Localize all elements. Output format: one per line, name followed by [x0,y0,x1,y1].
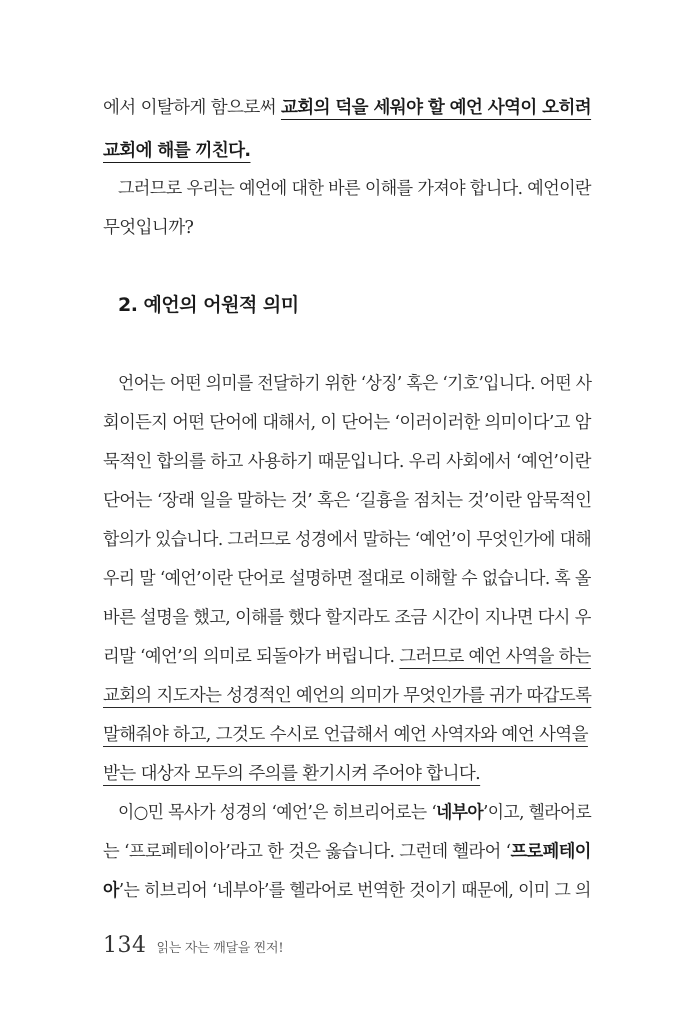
body-line [103,567,591,593]
page-footer [103,933,283,963]
bold-term: 프로페테이 [510,842,591,862]
body-line [118,372,592,398]
body-line [103,723,591,749]
body-line [103,450,589,476]
section-heading: 2. 예언의 어원적 의미 [118,294,299,316]
emphasis-text: 교회에 해를 끼친다. [103,141,251,161]
bold-term: 아 [103,881,119,901]
text-run: 그러므로 우리는 예언에 대한 바른 이해를 가져야 합니다. 예언이란 [118,179,591,199]
body-line [103,684,592,710]
body-line [103,411,591,437]
page-number: 134 [103,933,147,958]
body-line [103,139,591,165]
underlined-text: 말해줘야 하고, 그것도 수시로 언급해서 예언 사역자와 예언 사역을 [103,725,588,745]
text-run: ’이고, 헬라어로 [483,803,592,823]
text-run: 우리 말 ‘예언’이란 단어로 설명하면 절대로 이해할 수 없습니다. 혹 올 [103,569,591,589]
text-run: 합의가 있습니다. 그러므로 성경에서 말하는 ‘예언’이 무엇인가에 대해 [103,530,592,550]
text-run: 단어는 ‘장래 일을 말하는 것’ 혹은 ‘길흉을 점치는 것’이란 암묵적인 [103,491,592,511]
text-run: 는 ‘프로페테이아’라고 한 것은 옳습니다. 그런데 헬라어 ‘ [103,842,511,862]
body-line [103,606,591,632]
body-line [118,177,591,203]
text-run: 이○민 목사가 성경의 ‘예언’은 히브리어로는 ‘ [118,803,437,823]
text-run: 무엇입니까? [103,218,194,238]
text-run: ’는 히브리어 ‘네부아’를 헬라어로 번역한 것이기 때문에, 이미 그 의 [118,881,591,901]
underlined-text: 교회의 지도자는 성경적인 예언의 의미가 무엇인가를 귀가 따갑도록 [103,686,592,706]
body-line [103,840,591,866]
text-run: 바른 설명을 했고, 이해를 했다 할지라도 조금 시간이 지나면 다시 우 [103,608,591,628]
text-run: 에서 이탈하게 함으로써 [103,98,281,118]
underlined-text: 그러므로 예언 사역을 하는 [399,647,591,667]
body-line [103,762,591,788]
body-line [103,96,591,122]
emphasis-text: 교회의 덕을 세워야 할 예언 사역이 오히려 [280,98,592,118]
bold-term: 네부아 [436,803,484,823]
body-line [103,645,591,671]
underlined-text: 받는 대상자 모두의 주의를 환기시켜 주어야 합니다. [103,764,481,784]
body-line [118,801,592,827]
running-title: 읽는 자는 깨달을 찐저! [156,941,284,956]
body-line [103,489,591,515]
text-run: 묵적인 합의를 하고 사용하기 때문입니다. 우리 사회에서 ‘예언’이란 [103,452,591,472]
body-line [103,879,591,905]
body-line [103,528,592,554]
text-run: 언어는 어떤 의미를 전달하기 위한 ‘상징’ 혹은 ‘기호’입니다. 어떤 사 [118,374,592,394]
body-line [103,216,591,242]
text-run: 리말 ‘예언’의 의미로 되돌아가 버립니다. [103,647,400,667]
text-run: 회이든지 어떤 단어에 대해서, 이 단어는 ‘이러이러한 의미이다’고 암 [103,413,591,433]
